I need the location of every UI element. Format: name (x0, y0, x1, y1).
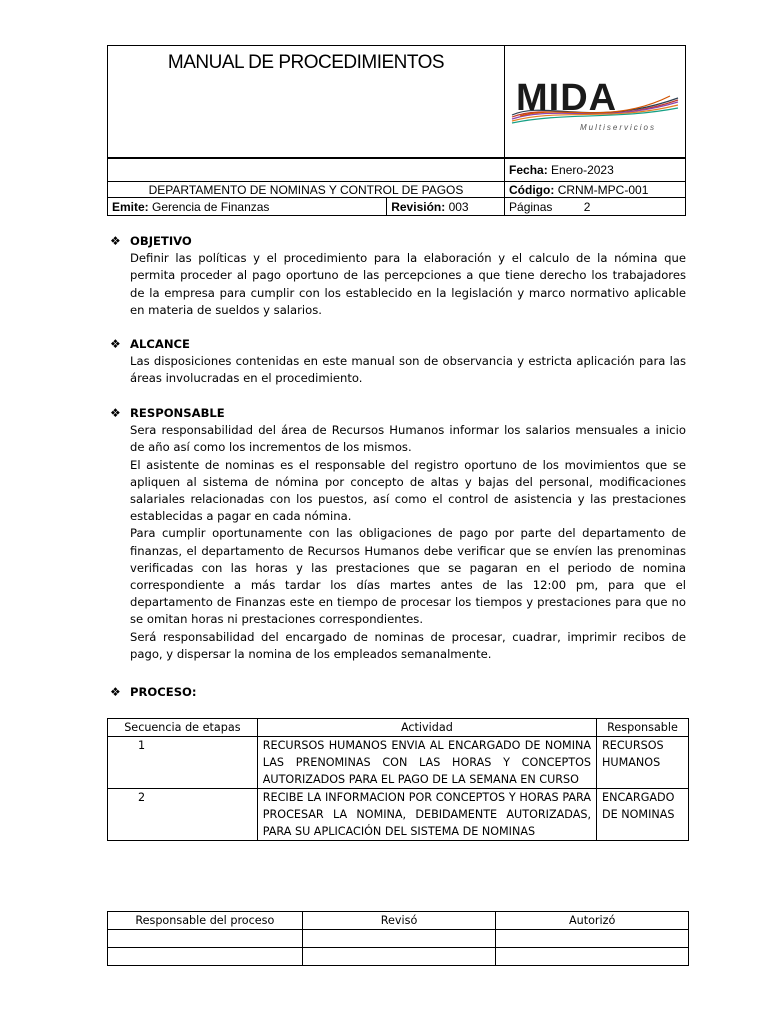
column-header: Responsable (597, 719, 689, 737)
column-header: Autorizó (496, 912, 689, 930)
section-title: OBJETIVO (130, 234, 192, 248)
codigo-label: Código: (509, 182, 555, 197)
section-alcance (110, 336, 686, 388)
paragraph-3: Para cumplir oportunamente con las obligaciones de pago por parte del departamento de finanzas, el departamento de Recursos Humanos debe verificar que se envíen las prenominas verificadas con las horas y las prestaciones que se pagaran en el periodo de nomina correspondiente a más tardar los días martes antes de las 12:00 pm, para que el departamento de Finanzas este en tiempo de procesar los tiempos y prestaciones para que no se omitan horas ni prestaciones correspondientes. (130, 526, 686, 627)
logo-text: MIDA (516, 77, 618, 119)
fecha-value: Enero-2023 (551, 163, 614, 177)
section-proceso (110, 684, 686, 701)
table-header-row (108, 912, 689, 930)
revision-value: 003 (448, 199, 469, 214)
seq-cell: 1 (108, 737, 258, 789)
signature-row (108, 930, 689, 948)
diamond-bullet-icon: ❖ (110, 337, 121, 351)
revision-cell (387, 198, 505, 216)
column-header: Secuencia de etapas (108, 719, 258, 737)
revision-label: Revisión: (391, 199, 446, 214)
responsible-cell: RECURSOS HUMANOS (597, 737, 689, 789)
logo-cell (505, 46, 686, 158)
seq-cell: 2 (108, 789, 258, 841)
section-title: PROCESO: (130, 685, 197, 699)
signature-row (108, 948, 689, 966)
section-title: RESPONSABLE (130, 406, 225, 420)
diamond-bullet-icon: ❖ (110, 406, 121, 420)
fecha-label: Fecha: (509, 163, 548, 177)
emite-value: Gerencia de Finanzas (152, 199, 270, 214)
paragraph-1: Sera responsabilidad del área de Recursos Humanos informar los salarios mensuales a inicio de año así como los incrementos de los mismos. (130, 423, 686, 455)
table-row (108, 737, 689, 789)
emite-label: Emite: (112, 199, 149, 214)
table-header-row (108, 719, 689, 737)
activity-cell: RECIBE LA INFORMACION POR CONCEPTOS Y HORAS PARA PROCESAR LA NOMINA, DEBIDAMENTE AUTORIZADAS, PARA SU APLICACIÓN DEL SISTEMA DE NOMINAS (257, 789, 596, 841)
responsible-cell: ENCARGADO DE NOMINAS (597, 789, 689, 841)
title-cell (108, 46, 505, 158)
signature-cell[interactable] (108, 930, 303, 948)
codigo-cell (505, 182, 686, 198)
page-title: MANUAL DE PROCEDIMIENTOS (167, 52, 445, 73)
process-table (107, 718, 689, 841)
emite-cell (108, 198, 387, 216)
signature-cell[interactable] (302, 948, 496, 966)
signature-cell[interactable] (496, 948, 689, 966)
signature-cell[interactable] (108, 948, 303, 966)
mida-logo (510, 72, 680, 132)
section-title: ALCANCE (130, 337, 190, 351)
paginas-cell (505, 198, 686, 216)
paginas-label: Páginas (509, 199, 553, 214)
section-objetivo (110, 233, 686, 319)
codigo-value: CRNM-MPC-001 (557, 182, 649, 197)
activity-cell: RECURSOS HUMANOS ENVIA AL ENCARGADO DE NOMINA LAS PRENOMINAS CON LAS HORAS Y CONCEPTOS AUTORIZADOS PARA EL PAGO DE LA SEMANA EN CURSO (257, 737, 596, 789)
paragraph-4: Será responsabilidad del encargado de nominas de procesar, cuadrar, imprimir recibos de pago, y dispersar la nomina de los empleados semanalmente. (130, 629, 686, 661)
paragraph-2: El asistente de nominas es el responsable del registro oportuno de los movimientos que se apliquen al sistema de nómina por concepto de altas y bajas del personal, modificaciones salariales relacionadas con los puestos, así como el control de asistencia y las prestaciones establecidas a pagar en cada nómina. (130, 457, 686, 524)
table-row (108, 789, 689, 841)
section-text: Las disposiciones contenidas en este manual son de observancia y estricta aplicación para las áreas involucradas en el procedimiento. (130, 354, 686, 386)
logo-subtitle: Multiservicios (580, 123, 657, 132)
diamond-bullet-icon: ❖ (110, 234, 121, 248)
fecha-cell (505, 159, 686, 182)
column-header: Responsable del proceso (108, 912, 303, 930)
section-text: Definir las políticas y el procedimiento para la elaboración y el calculo de la nómina que permita proceder al pago oportuno de las percepciones a que tiene derecho los trabajadores de la empresa para cumplir con los establecido en la legislación y marco normativo aplicable en materia de sueldos y salarios. (130, 251, 686, 317)
column-header: Revisó (302, 912, 496, 930)
signature-cell[interactable] (496, 930, 689, 948)
signature-cell[interactable] (302, 930, 496, 948)
section-responsable (110, 405, 686, 663)
paginas-value: 2 (583, 199, 591, 214)
column-header: Actividad (257, 719, 596, 737)
department-cell (108, 182, 505, 198)
department-name: DEPARTAMENTO DE NOMINAS Y CONTROL DE PAGOS (148, 182, 464, 197)
document-header (107, 45, 686, 216)
diamond-bullet-icon: ❖ (110, 685, 121, 699)
signature-table (107, 911, 689, 966)
